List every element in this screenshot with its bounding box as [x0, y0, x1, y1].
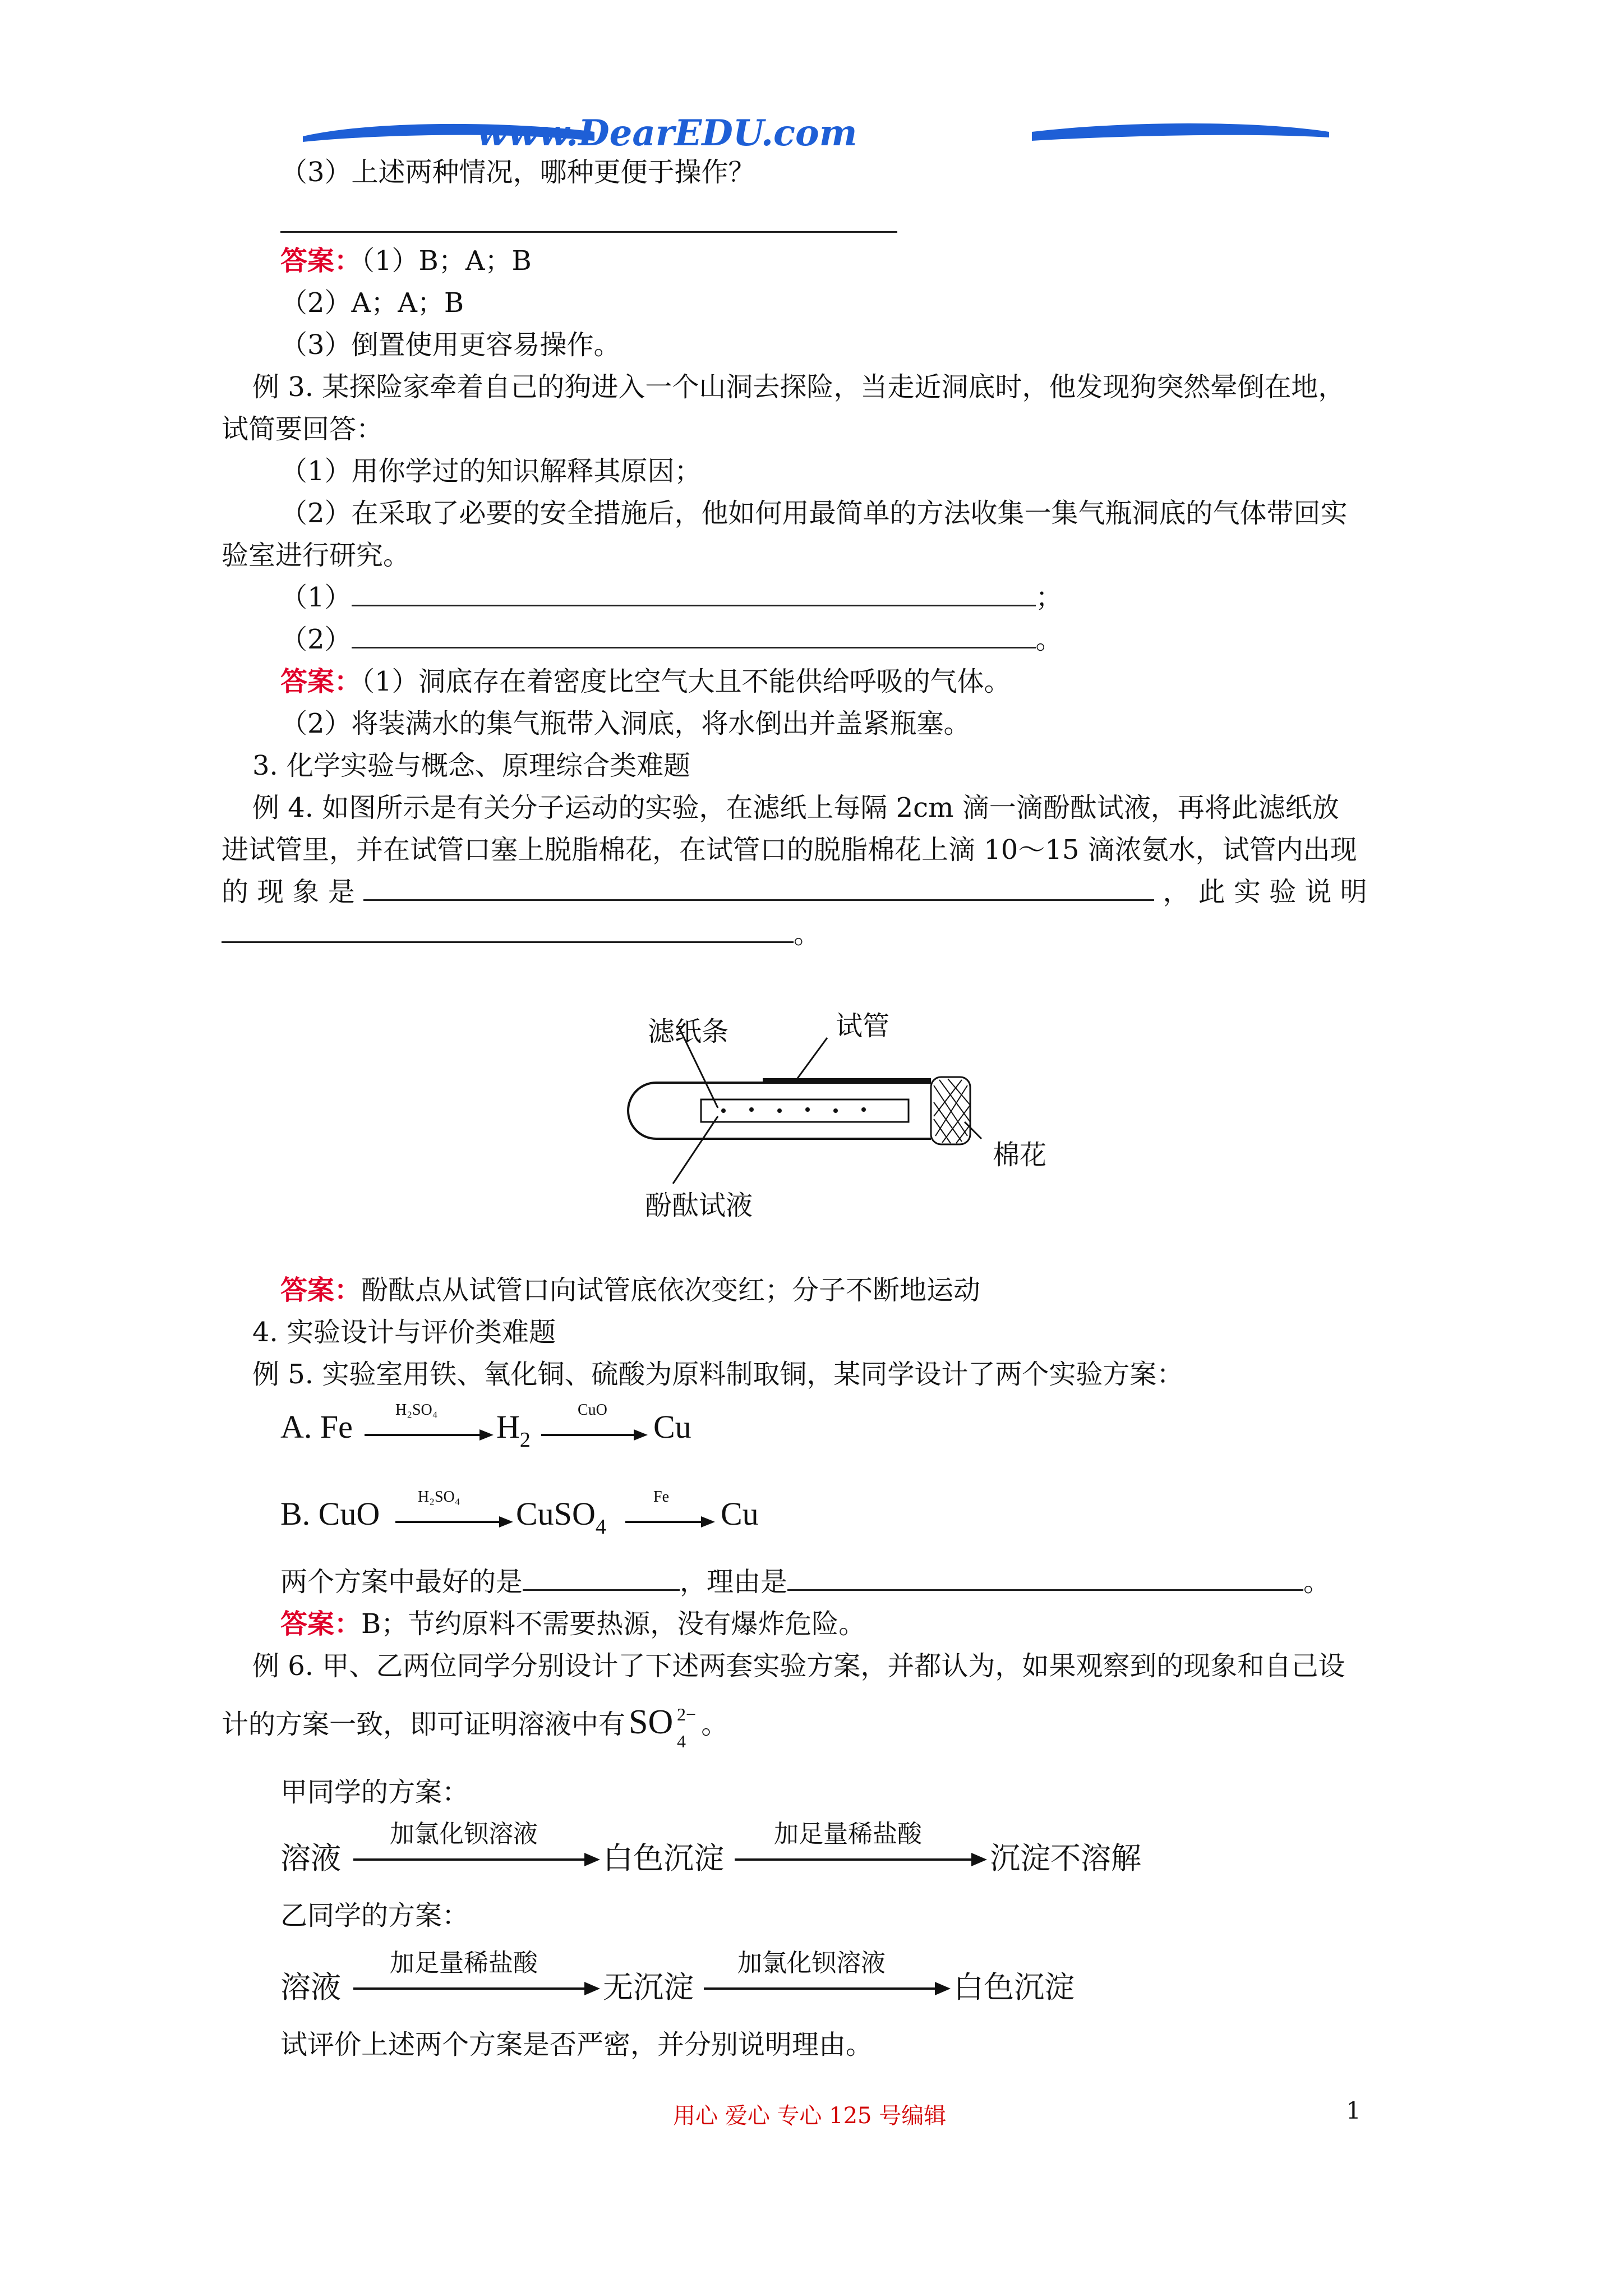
- blank-end: 。: [1035, 624, 1063, 655]
- arrow-label: H₂SO₄: [395, 1401, 438, 1419]
- scheme-end: 白色沉淀: [953, 1970, 1075, 2005]
- example-5-question: [280, 1562, 1330, 1602]
- fill-blank-1: [280, 578, 1063, 617]
- answer-2-line1: [280, 241, 532, 280]
- reaction-arrow: [365, 1418, 494, 1441]
- diagram-label-tube: 试管: [836, 1010, 890, 1042]
- scheme-start: 溶液: [280, 1970, 341, 2005]
- arrow-label: 加足量稀盐酸: [774, 1820, 922, 1848]
- reaction-arrow: [735, 1848, 987, 1871]
- text-segment: 。: [701, 1709, 728, 1740]
- diagram-label-cotton: 棉花: [993, 1139, 1047, 1171]
- example-6-line1: 例 6. 甲、乙两位同学分别设计了下述两套实验方案，并都认为，如果观察到的现象和自己设: [252, 1650, 1345, 1682]
- text-segment: 计的方案一致，即可证明溶液中有: [222, 1709, 626, 1740]
- sulfate-ion: [629, 1703, 701, 1751]
- page-number: 1: [1346, 2097, 1361, 2124]
- reaction-arrow: [541, 1418, 648, 1441]
- formula-subscript: 4: [595, 1515, 606, 1539]
- formula-symbol: CuSO: [516, 1496, 596, 1532]
- text-segment: 。: [1303, 1566, 1331, 1598]
- footer-text: 用心 爱心 专心 125 号编辑: [673, 2103, 947, 2129]
- formula-b: [280, 1488, 785, 1540]
- blank-line: [523, 1562, 680, 1591]
- reaction-arrow: [353, 1848, 600, 1871]
- answer-blank-q3: [280, 231, 897, 233]
- yi-title: 乙同学的方案：: [280, 1900, 469, 1931]
- answer-text: （1）B；A；B: [361, 245, 532, 277]
- diagram-label-filter: 滤纸条: [648, 1016, 729, 1047]
- example-5-line1: 例 5. 实验室用铁、氧化铜、硫酸为原料制取铜，某同学设计了两个实验方案：: [252, 1359, 1184, 1390]
- text-segment: ，理由是: [680, 1566, 788, 1598]
- answer-label: 答案：: [280, 666, 362, 697]
- answer-label: 答案：: [280, 245, 362, 277]
- text-segment: ， 此 实 验 说 明: [1163, 876, 1367, 908]
- ask-line: 试评价上述两个方案是否严密，并分别说明理由。: [280, 2029, 873, 2060]
- formula-subscript: 2: [519, 1428, 531, 1452]
- answer-4: [280, 1271, 980, 1310]
- scheme-jia: [280, 1820, 1178, 1876]
- answer-2-line2: （2）A；A；B: [280, 287, 464, 319]
- ion-subscript: 4: [677, 1731, 686, 1751]
- arrow-label: 加氯化钡溶液: [737, 1949, 886, 1977]
- example-4-line2: 进试管里，并在试管口塞上脱脂棉花，在试管口的脱脂棉花上滴 10～15 滴浓氨水，试管内出现: [222, 834, 1357, 866]
- arrow-label: CuO: [578, 1401, 607, 1419]
- answer-2-line3: （3）倒置使用更容易操作。: [280, 329, 621, 361]
- logo-text: www.DearEDU.com: [477, 112, 857, 154]
- example-6-line2: [222, 1703, 728, 1751]
- answer-text: 酚酞点从试管口向试管底依次变红；分子不断地运动: [361, 1274, 981, 1306]
- answer-5: [280, 1604, 865, 1644]
- blank-label: （1）: [280, 582, 352, 613]
- blank-line: [363, 872, 1154, 901]
- blank-label: （2）: [280, 624, 352, 655]
- blank-line: [222, 914, 794, 943]
- arrow-label: 加氯化钡溶液: [390, 1820, 538, 1848]
- formula-mid: [516, 1495, 606, 1539]
- example-4-line4: [222, 914, 820, 954]
- example-4-line3: [222, 872, 1367, 912]
- text-segment: 。: [794, 918, 821, 950]
- reaction-arrow: [625, 1505, 715, 1527]
- blank-line: [352, 578, 1036, 606]
- example-3-line2: 试简要回答：: [222, 413, 384, 445]
- blank-end: ；: [1035, 582, 1063, 613]
- formula-a: [280, 1401, 729, 1453]
- reaction-arrow: [353, 1977, 600, 2000]
- answer-text: （1）洞底存在着密度比空气大且不能供给呼吸的气体。: [361, 666, 1011, 697]
- formula-mid: [496, 1408, 531, 1452]
- scheme-mid: 白色沉淀: [603, 1841, 724, 1876]
- fill-blank-2: [280, 620, 1063, 659]
- text-segment: 两个方案中最好的是: [280, 1566, 523, 1598]
- ion-symbol: SO: [629, 1703, 674, 1741]
- example-3-q2b: 验室进行研究。: [222, 540, 411, 571]
- formula-prefix: B. CuO: [280, 1496, 380, 1532]
- blank-line: [787, 1562, 1303, 1591]
- formula-end: Cu: [653, 1409, 691, 1445]
- scheme-end: 沉淀不溶解: [990, 1841, 1141, 1876]
- example-3-q1: （1）用你学过的知识解释其原因；: [280, 455, 702, 487]
- reaction-arrow: [395, 1505, 513, 1527]
- arrow-label: 加足量稀盐酸: [390, 1949, 538, 1977]
- answer-label: 答案：: [280, 1608, 362, 1640]
- example-3-q2a: （2）在采取了必要的安全措施后，他如何用最简单的方法收集一集气瓶洞底的气体带回实: [280, 498, 1348, 529]
- text-segment: 的 现 象 是: [222, 876, 355, 908]
- example-4-line1: 例 4. 如图所示是有关分子运动的实验，在滤纸上每隔 2cm 滴一滴酚酞试液，再将此滤纸放: [252, 792, 1339, 823]
- answer-label: 答案：: [280, 1274, 362, 1306]
- diagram-label-phenol: 酚酞试液: [645, 1190, 753, 1221]
- arrow-label: Fe: [653, 1488, 669, 1506]
- blank-line: [352, 620, 1036, 648]
- formula-end: Cu: [721, 1496, 759, 1532]
- arrow-label: H₂SO₄: [418, 1488, 460, 1506]
- jia-title: 甲同学的方案：: [280, 1777, 469, 1808]
- scheme-yi: [280, 1949, 1178, 2005]
- formula-symbol: H: [496, 1409, 520, 1445]
- answer-3-line1: [280, 662, 1011, 701]
- formula-prefix: A. Fe: [280, 1409, 353, 1445]
- example-3-line1: 例 3. 某探险家牵着自己的狗进入一个山洞去探险，当走近洞底时，他发现狗突然晕倒在地，: [252, 371, 1345, 403]
- ion-charge: 2−: [677, 1704, 697, 1724]
- answer-3-line2: （2）将装满水的集气瓶带入洞底，将水倒出并盖紧瓶塞。: [280, 708, 971, 739]
- scheme-start: 溶液: [280, 1841, 341, 1876]
- section-4-heading: 4. 实验设计与评价类难题: [252, 1317, 556, 1348]
- section-3-heading: 3. 化学实验与概念、原理综合类难题: [252, 750, 691, 781]
- reaction-arrow: [704, 1977, 951, 2000]
- question-3: （3）上述两种情况，哪种更便于操作？: [280, 157, 755, 188]
- scheme-mid: 无沉淀: [603, 1970, 694, 2005]
- answer-text: B；节约原料不需要热源，没有爆炸危险。: [361, 1608, 866, 1640]
